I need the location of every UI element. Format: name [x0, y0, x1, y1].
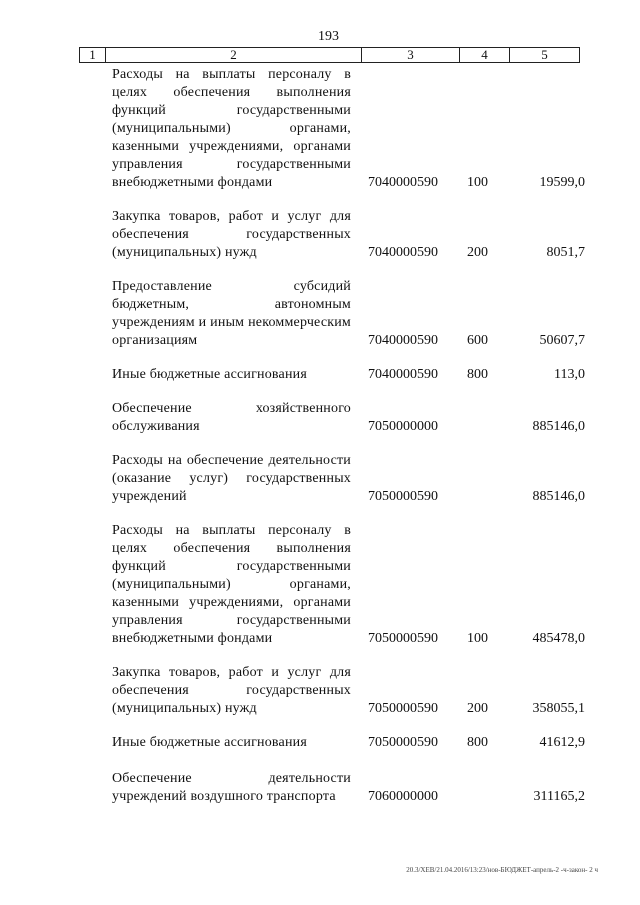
- row-expense-type: 800: [467, 367, 488, 382]
- row-description: Расходы на обеспечение деятельности (оказание услуг) государственных учреждений: [112, 453, 351, 504]
- row-description: Обеспечение деятельности учреждений воздушного транспорта: [112, 771, 351, 804]
- page-number: 193: [318, 29, 339, 44]
- row-code: 7040000590: [368, 245, 438, 260]
- row-expense-type: 100: [467, 631, 488, 646]
- row-amount: 19599,0: [539, 175, 585, 190]
- row-expense-type: 800: [467, 735, 488, 750]
- row-expense-type: 200: [467, 701, 488, 716]
- row-description: Предоставление субсидий бюджетным, автономным учреждениям и иным некоммерческим организациям: [112, 279, 351, 348]
- row-amount: 885146,0: [532, 419, 585, 434]
- footer-note: 20.3/ХЕВ/21.04.2016/13:23/нов-БЮДЖЕТ-апрель-2 -ч-закон- 2 ч: [406, 866, 598, 874]
- row-amount: 113,0: [554, 367, 585, 382]
- header-col-1: 1: [80, 48, 106, 62]
- row-code: 7050000590: [368, 701, 438, 716]
- row-description: Расходы на выплаты персоналу в целях обеспечения выполнения функций государственными (муниципальными) органами, казенными учреждениями, органами управления государственными внебюджетными фондами: [112, 67, 351, 190]
- row-code: 7040000590: [368, 175, 438, 190]
- row-description: Иные бюджетные ассигнования: [112, 735, 307, 750]
- row-description: Расходы на выплаты персоналу в целях обеспечения выполнения функций государственными (муниципальными) органами, казенными учреждениями, органами управления государственными внебюджетными фондами: [112, 523, 351, 646]
- row-description: Обеспечение хозяйственного обслуживания: [112, 401, 351, 434]
- row-description: Закупка товаров, работ и услуг для обеспечения государственных (муниципальных) нужд: [112, 665, 351, 716]
- row-code: 7050000000: [368, 419, 438, 434]
- row-code: 7040000590: [368, 333, 438, 348]
- row-code: 7050000590: [368, 631, 438, 646]
- row-description: Закупка товаров, работ и услуг для обеспечения государственных (муниципальных) нужд: [112, 209, 351, 260]
- row-amount: 485478,0: [532, 631, 585, 646]
- header-col-4: 4: [460, 48, 510, 62]
- row-description: Иные бюджетные ассигнования: [112, 367, 307, 382]
- row-amount: 885146,0: [532, 489, 585, 504]
- header-col-2: 2: [106, 48, 362, 62]
- table-header: [79, 47, 580, 63]
- row-amount: 358055,1: [532, 701, 585, 716]
- row-amount: 50607,7: [539, 333, 585, 348]
- row-expense-type: 100: [467, 175, 488, 190]
- row-expense-type: 200: [467, 245, 488, 260]
- header-col-3: 3: [362, 48, 460, 62]
- row-code: 7050000590: [368, 489, 438, 504]
- header-col-5: 5: [541, 47, 548, 62]
- row-code: 7050000590: [368, 735, 438, 750]
- row-amount: 311165,2: [533, 789, 585, 804]
- row-amount: 41612,9: [539, 735, 585, 750]
- row-code: 7060000000: [368, 789, 438, 804]
- row-amount: 8051,7: [546, 245, 585, 260]
- row-code: 7040000590: [368, 367, 438, 382]
- row-expense-type: 600: [467, 333, 488, 348]
